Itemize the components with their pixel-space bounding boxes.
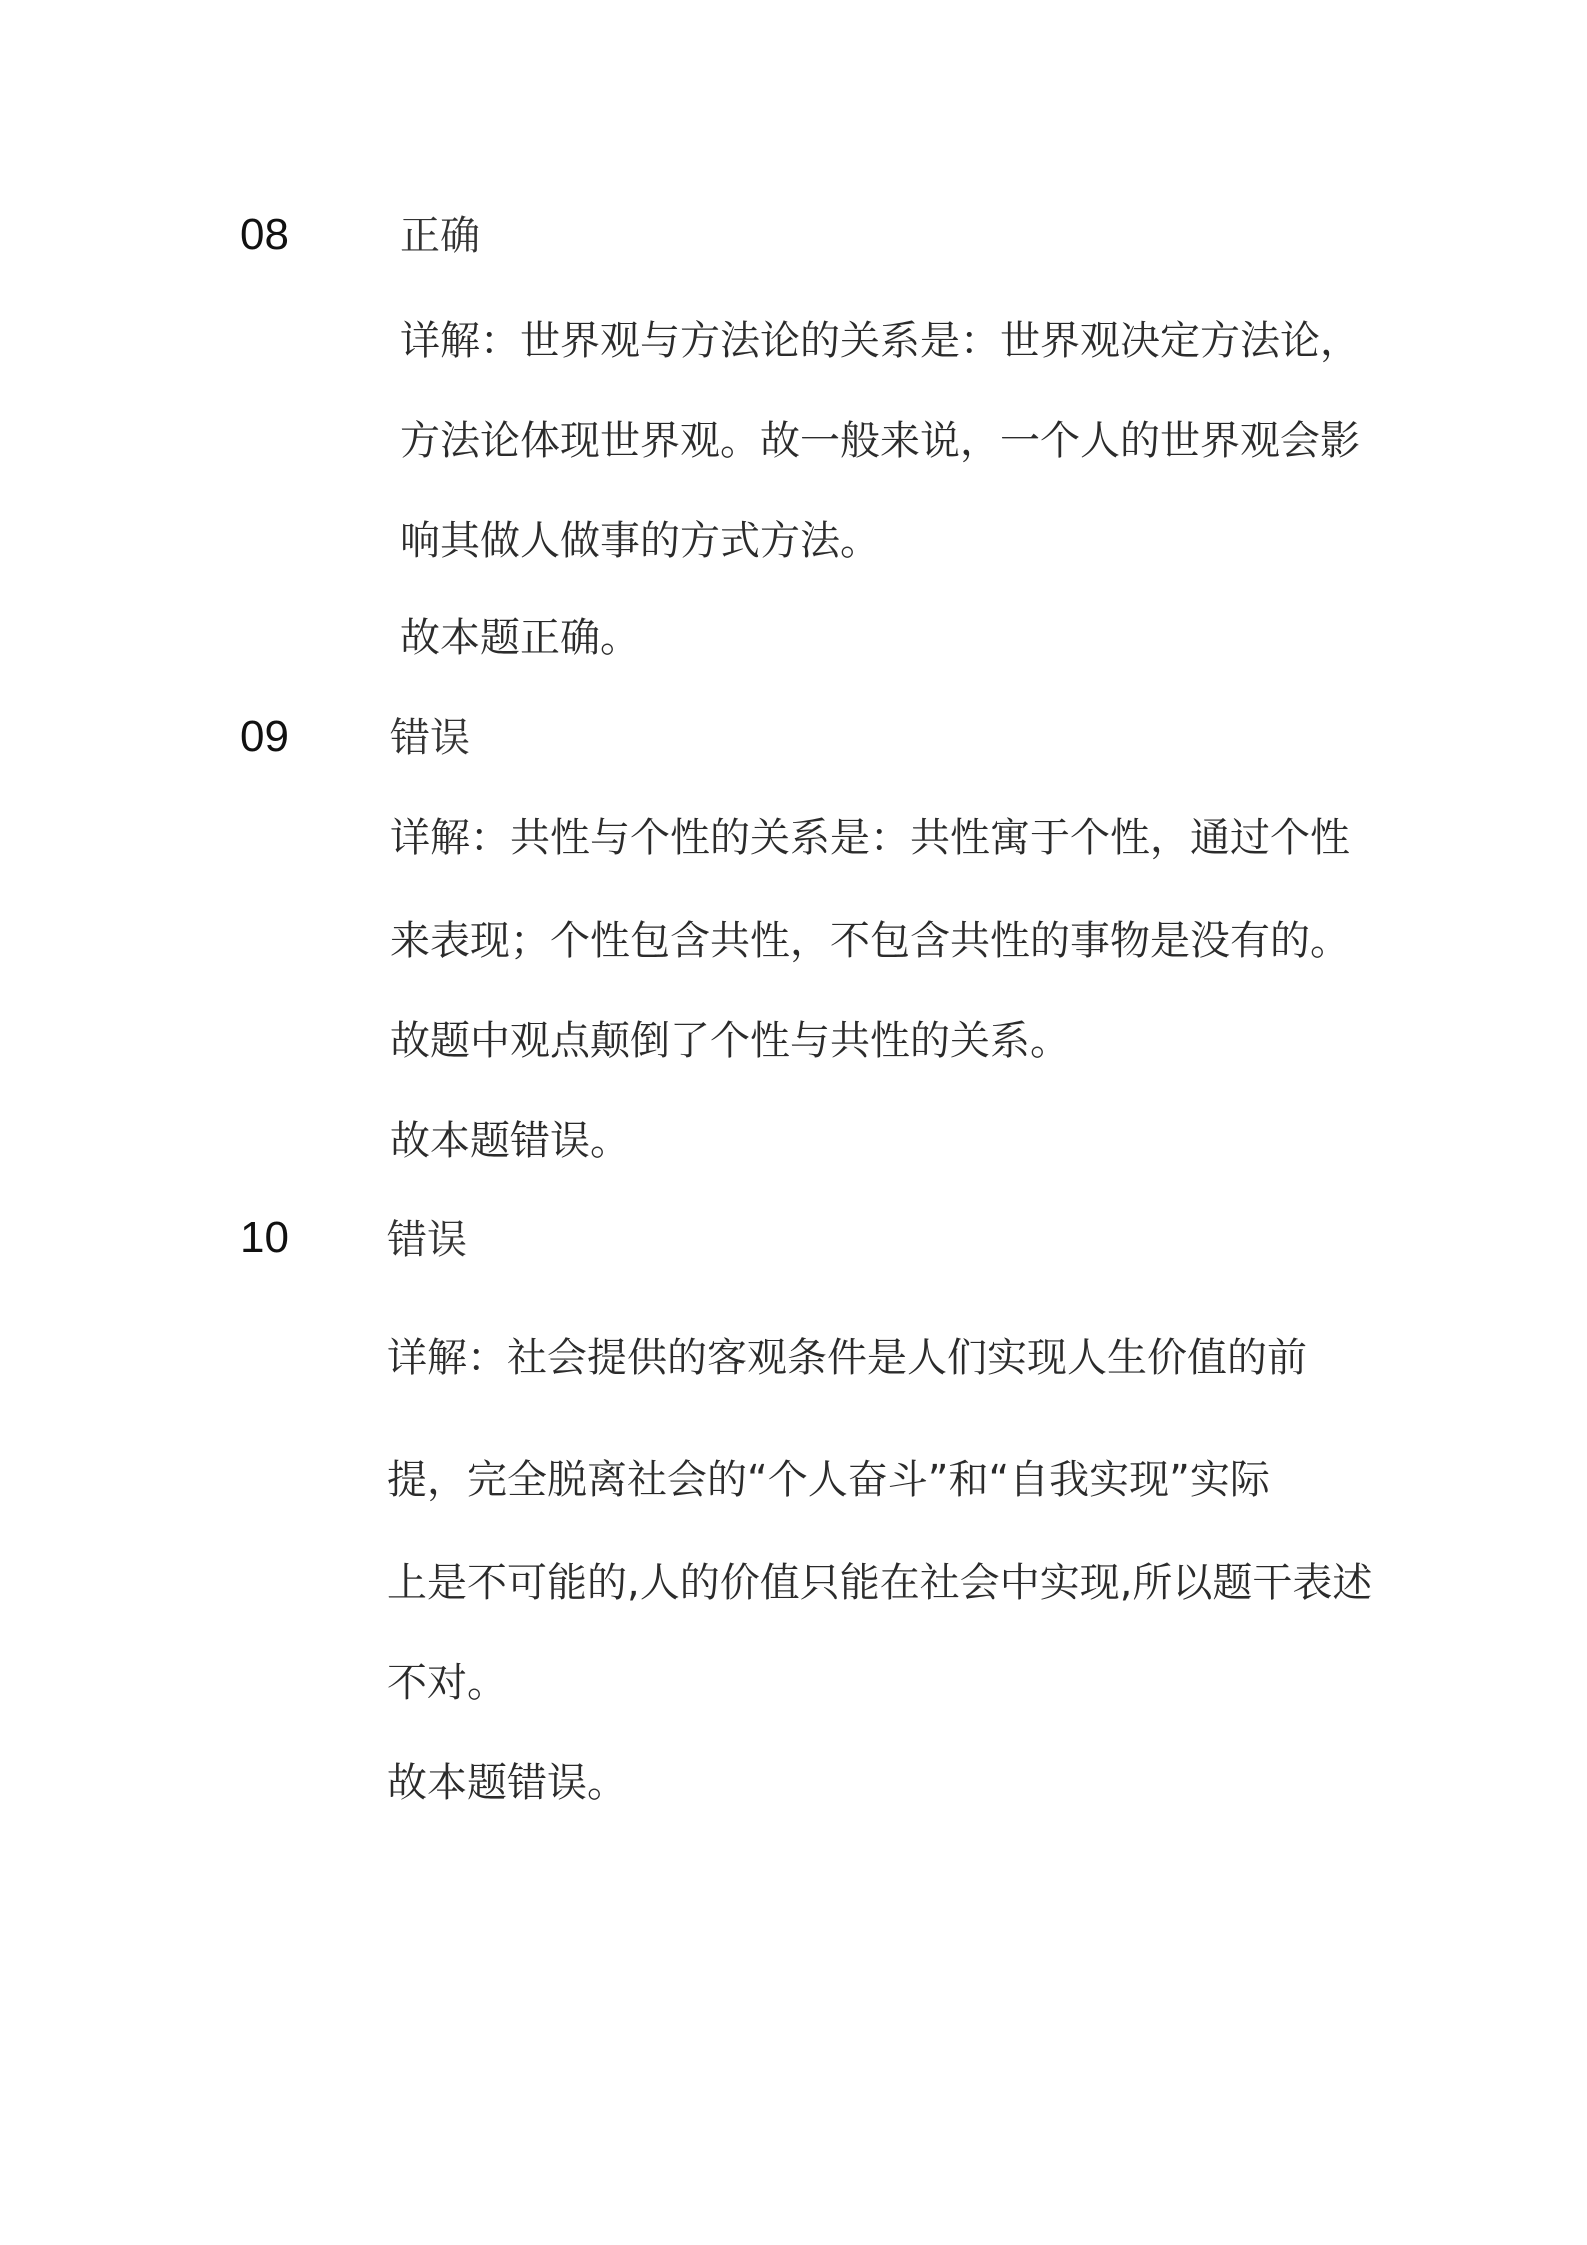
explanation-line: 详解：世界观与方法论的关系是：世界观决定方法论， <box>400 318 1360 364</box>
explanation-line: 提，完全脱离社会的“个人奋斗”和“自我实现”实际 <box>387 1457 1270 1503</box>
answer-verdict: 正确 <box>400 213 480 259</box>
explanation-line: 故题中观点颠倒了个性与共性的关系。 <box>390 1018 1070 1064</box>
conclusion-line: 故本题正确。 <box>400 615 640 661</box>
question-number: 10 <box>240 1213 289 1262</box>
explanation-line: 方法论体现世界观。故一般来说，一个人的世界观会影 <box>400 418 1360 464</box>
answer-verdict: 错误 <box>390 715 470 761</box>
question-number: 09 <box>240 712 289 761</box>
explanation-line: 响其做人做事的方式方法。 <box>400 518 880 564</box>
answer-verdict: 错误 <box>387 1217 467 1263</box>
explanation-line: 不对。 <box>387 1660 507 1706</box>
explanation-line: 上是不可能的,人的价值只能在社会中实现,所以题干表述 <box>387 1560 1373 1606</box>
explanation-line: 来表现；个性包含共性，不包含共性的事物是没有的。 <box>390 918 1350 964</box>
conclusion-line: 故本题错误。 <box>390 1118 630 1164</box>
conclusion-line: 故本题错误。 <box>387 1760 627 1806</box>
question-number: 08 <box>240 210 289 259</box>
explanation-line: 详解：共性与个性的关系是：共性寓于个性，通过个性 <box>390 815 1350 861</box>
explanation-line: 详解：社会提供的客观条件是人们实现人生价值的前 <box>387 1335 1307 1381</box>
